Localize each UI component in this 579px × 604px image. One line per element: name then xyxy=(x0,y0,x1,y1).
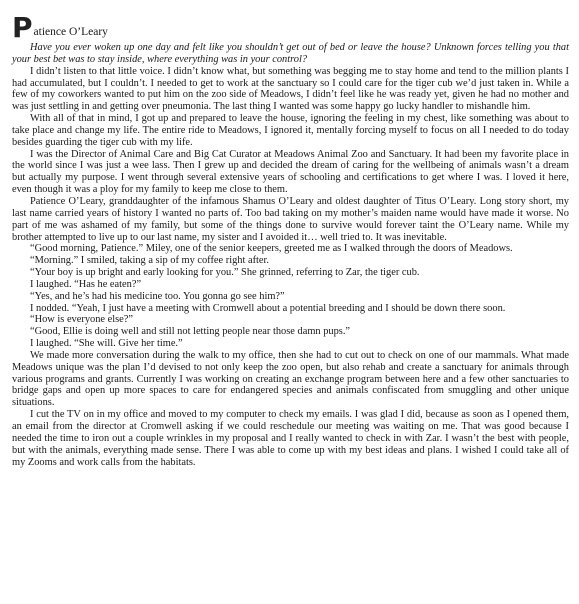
dialogue-paragraph: I laughed. “Has he eaten?” xyxy=(30,278,142,290)
paragraph: I cut the TV on in my office and moved to my computer to check my emails. I was glad I did, because as soon as I opened them, an email from the director at Cromwell asking if we could reschedule our meeting was waiting on me. That was good because I needed the time to iron out a couple wrinkles in my proposal and I really wanted to check in with Zar. I wasn’t the best with people, but with the animals, everything made sense. There I was able to come up with my best ideas and plans. I wished I could take all of my Zooms and work calls from the habitats. xyxy=(12,409,569,468)
dialogue-paragraph: I laughed. “She will. Give her time.” xyxy=(30,338,183,350)
paragraph: I didn’t listen to that little voice. I didn’t know what, but something was begging me to stay home and tend to the million plants I had accumulated, but I couldn’t. I needed to get to work at the sanctuary so I could care for the tiger cub we’d just taken in. While a few of my coworkers wanted to put him on the zoo side of Meadows, I didn’t feel like he was ready yet, given he had no mother and was just settling in and getting over pneumonia. The last thing I wanted was some happy go lucky handler to mishandle him. xyxy=(12,65,569,113)
chapter-initial: P xyxy=(12,11,33,44)
paragraph: Patience O’Leary, granddaughter of the infamous Shamus O’Leary and oldest daughter of Titus O’Leary. Long story short, my last name carried years of history I wanted no parts of. Too bad taking on my mother’s maiden name would have made it worse. No part of me was ashamed of my family, but some of the things done to survive would forever taint the O’Leary name. While my brother attempted to live up to our last name, my sister and I avoided it… well tried to. It was inevitable. xyxy=(12,195,569,243)
paragraph: I was the Director of Animal Care and Big Cat Curator at Meadows Animal Zoo and Sanctuary. It had been my favorite place in the world since I was just a wee lass. Then I grew up and decided the dream of caring for the wellbeing of animals wasn’t a dream but actually my purpose. I went through several extensive years of schooling and certifications to get where I was. I loved it here, even though it was a ploy for my family to keep me close to them. xyxy=(12,148,569,196)
dialogue-paragraph: “Morning.” I smiled, taking a sip of my coffee right after. xyxy=(30,255,270,267)
dialogue-paragraph: “Good, Ellie is doing well and still not letting people near those damn pups.” xyxy=(30,326,351,338)
dialogue-paragraph: I nodded. “Yeah, I just have a meeting with Cromwell about a potential breeding and I should be down there soon. xyxy=(30,302,506,314)
dialogue-paragraph: “Your boy is up bright and early looking for you.” She grinned, referring to Zar, the tiger cub. xyxy=(30,267,420,279)
dialogue-paragraph: “Yes, and he’s had his medicine too. You gonna go see him?” xyxy=(30,290,285,302)
paragraph: With all of that in mind, I got up and prepared to leave the house, ignoring the feeling in my chest, like something was about to take place and change my life. The entire ride to Meadows, I ignored it, mentally forcing myself to focus on all I needed to do today besides guarding the tiger cub with my life. xyxy=(12,113,569,148)
body-text xyxy=(12,42,569,468)
dialogue-paragraph: “Good morning, Patience.” Miley, one of the senior keepers, greeted me as I walked through the doors of Meadows. xyxy=(30,243,513,255)
chapter-title: atience O’Leary xyxy=(33,26,108,38)
paragraph: We made more conversation during the walk to my office, then she had to cut out to check on one of our mammals. What made Meadows unique was the plan I’d devised to not only keep the zoo open, but also rehab and create a sanctuary for animals through various programs and grants. Currently I was working on creating an exchange program between here and a few other sanctuaries to bridge gaps and open up more spaces to care for endangered species and animals confiscated from smuggling and other unique situations. xyxy=(12,349,569,409)
dialogue-paragraph: “How is everyone else?” xyxy=(30,314,133,326)
epigraph: Have you ever woken up one day and felt like you shouldn’t get out of bed or leave the house? Unknown forces telling you that your best bet was to stay inside, where everything was in your control? xyxy=(12,42,569,65)
chapter-heading xyxy=(12,10,569,44)
